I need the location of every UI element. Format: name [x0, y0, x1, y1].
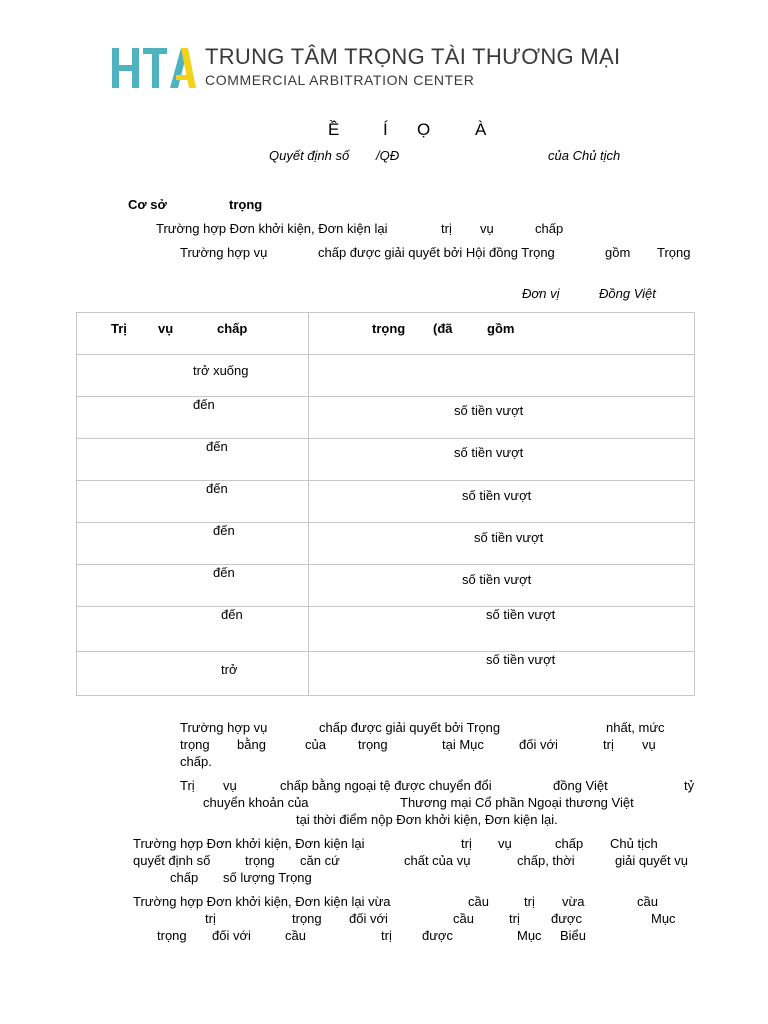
text-fragment: số lượng Trọng: [223, 870, 312, 885]
text-fragment: giải quyết vụ: [615, 853, 688, 868]
text-fragment: Thương mại Cổ phần Ngoại thương Việt: [400, 795, 634, 810]
text-fragment: trọng: [358, 737, 388, 752]
value-range: đến: [221, 607, 243, 622]
value-cell: [77, 523, 309, 565]
fee-text: số tiền vượt: [462, 572, 532, 587]
text-fragment: chấp được giải quyết bởi Trọng: [319, 720, 501, 735]
text-fragment: cầu: [637, 894, 658, 909]
header-text: gồm: [487, 321, 515, 336]
fee-cell: [309, 355, 695, 397]
text-fragment: Trường hợp vụ: [180, 245, 268, 260]
text-fragment: quyết định số: [133, 853, 211, 868]
text-fragment: chấp: [555, 836, 584, 851]
fee-cell: [309, 397, 695, 439]
fee-cell: [309, 607, 695, 652]
text-fragment: Trọng: [657, 245, 691, 260]
text-fragment: chấp.: [180, 754, 212, 769]
text-fragment: vụ: [223, 778, 237, 793]
value-cell: [77, 652, 309, 696]
text-fragment: Chủ tịch: [610, 836, 658, 851]
text-fragment: Trường hợp Đơn khởi kiện, Đơn kiện lại vừa: [133, 894, 391, 909]
table-row: [77, 523, 695, 565]
text-fragment: được: [422, 928, 453, 943]
text-fragment: chấp được giải quyết bởi Hội đồng Trọng: [318, 245, 555, 260]
fee-cell: [309, 652, 695, 696]
value-range: đến: [206, 439, 228, 454]
text-fragment: trị: [509, 911, 520, 926]
text-fragment: Trường hợp vụ: [180, 720, 268, 735]
header-text: vụ: [158, 321, 174, 336]
text-fragment: đối với: [519, 737, 558, 752]
text-fragment: chất của vụ: [404, 853, 471, 868]
text-fragment: đối với: [212, 928, 251, 943]
table-row: [77, 565, 695, 607]
value-cell: [77, 355, 309, 397]
text-fragment: cầu: [468, 894, 489, 909]
section-heading-fee: trọng: [229, 197, 263, 212]
value-range: trở xuống: [193, 363, 249, 378]
text-fragment: chấp: [170, 870, 199, 885]
unit-label: Đơn vị: [522, 286, 560, 301]
text-fragment: gồm: [605, 245, 631, 260]
value-cell: [77, 565, 309, 607]
text-fragment: đối với: [349, 911, 388, 926]
text-fragment: trị: [381, 928, 392, 943]
text-fragment: trị: [441, 221, 452, 236]
text-fragment: tại Mục: [442, 737, 484, 752]
fee-text: số tiền vượt: [486, 607, 556, 622]
title-char: Ề: [328, 120, 340, 139]
value-cell: [77, 439, 309, 481]
table-header-row: [77, 313, 695, 355]
unit-currency: Đồng Việt: [599, 286, 656, 301]
fee-cell: [309, 523, 695, 565]
header-text: Trị: [111, 321, 127, 336]
value-cell: [77, 607, 309, 652]
decision-code: /QĐ: [376, 148, 400, 163]
text-fragment: trị: [603, 737, 614, 752]
text-fragment: vụ: [642, 737, 656, 752]
text-fragment: chuyển khoản của: [203, 795, 309, 810]
text-fragment: vụ: [480, 221, 494, 236]
value-range: đến: [213, 523, 235, 538]
header-text: trọng: [372, 321, 406, 336]
text-fragment: của: [305, 737, 326, 752]
value-range: đến: [193, 397, 215, 412]
fee-cell: [309, 565, 695, 607]
text-fragment: Biểu: [560, 928, 587, 943]
title-char: Ọ: [417, 120, 431, 139]
text-fragment: chấp: [535, 221, 564, 236]
value-range: đến: [213, 565, 235, 580]
value-cell: [77, 397, 309, 439]
table-row: [77, 439, 695, 481]
value-cell: [77, 481, 309, 523]
text-fragment: Mục: [517, 928, 542, 943]
decision-number-label: Quyết định số: [269, 148, 350, 163]
fee-text: số tiền vượt: [454, 403, 524, 418]
text-fragment: tại thời điểm nộp Đơn khởi kiện, Đơn kiện lại.: [296, 812, 558, 827]
text-fragment: cầu: [453, 911, 474, 926]
text-fragment: cầu: [285, 928, 306, 943]
value-range: đến: [206, 481, 228, 496]
header-text: (đã: [433, 321, 453, 336]
header-cell-fee: [309, 313, 695, 355]
table-row: [77, 481, 695, 523]
table-row: [77, 397, 695, 439]
value-range: trở: [221, 662, 238, 677]
text-fragment: đồng Việt: [553, 778, 608, 793]
table-row: [77, 355, 695, 397]
text-fragment: trị: [524, 894, 535, 909]
text-fragment: Trị: [180, 778, 195, 793]
text-fragment: Mục: [651, 911, 676, 926]
fee-text: số tiền vượt: [462, 488, 532, 503]
title-char: À: [475, 120, 487, 139]
text-fragment: vừa: [562, 894, 585, 909]
text-fragment: tỷ: [684, 778, 695, 793]
decision-issuer: của Chủ tịch: [548, 148, 621, 163]
fee-cell: [309, 481, 695, 523]
text-fragment: Trường hợp Đơn khởi kiện, Đơn kiện lại: [133, 836, 365, 851]
text-fragment: căn cứ: [300, 853, 340, 868]
text-fragment: Trường hợp Đơn khởi kiện, Đơn kiện lại: [156, 221, 388, 236]
text-fragment: trọng: [292, 911, 322, 926]
text-fragment: vụ: [498, 836, 512, 851]
text-fragment: chấp, thời: [517, 853, 575, 868]
fee-cell: [309, 439, 695, 481]
text-fragment: trị: [205, 911, 216, 926]
table-row: [77, 652, 695, 696]
fee-text: số tiền vượt: [474, 530, 544, 545]
header-cell-value: [77, 313, 309, 355]
fee-table: [76, 312, 695, 696]
org-name-en: COMMERCIAL ARBITRATION CENTER: [205, 72, 475, 88]
section-heading-basis: Cơ sở: [128, 197, 167, 212]
org-name-vi: TRUNG TÂM TRỌNG TÀI THƯƠNG MẠI: [205, 44, 621, 69]
text-fragment: trị: [461, 836, 472, 851]
text-fragment: chấp bằng ngoại tệ được chuyển đổi: [280, 778, 492, 793]
text-fragment: được: [551, 911, 582, 926]
title-char: Í: [383, 120, 388, 139]
fee-text: số tiền vượt: [454, 445, 524, 460]
text-fragment: nhất, mức: [606, 720, 665, 735]
header-text: chấp: [217, 321, 248, 336]
hta-logo: [112, 48, 196, 88]
text-fragment: trọng: [245, 853, 275, 868]
text-fragment: bằng: [237, 737, 266, 752]
text-fragment: trọng: [180, 737, 210, 752]
fee-text: số tiền vượt: [486, 652, 556, 667]
text-fragment: trọng: [157, 928, 187, 943]
table-row: [77, 607, 695, 652]
